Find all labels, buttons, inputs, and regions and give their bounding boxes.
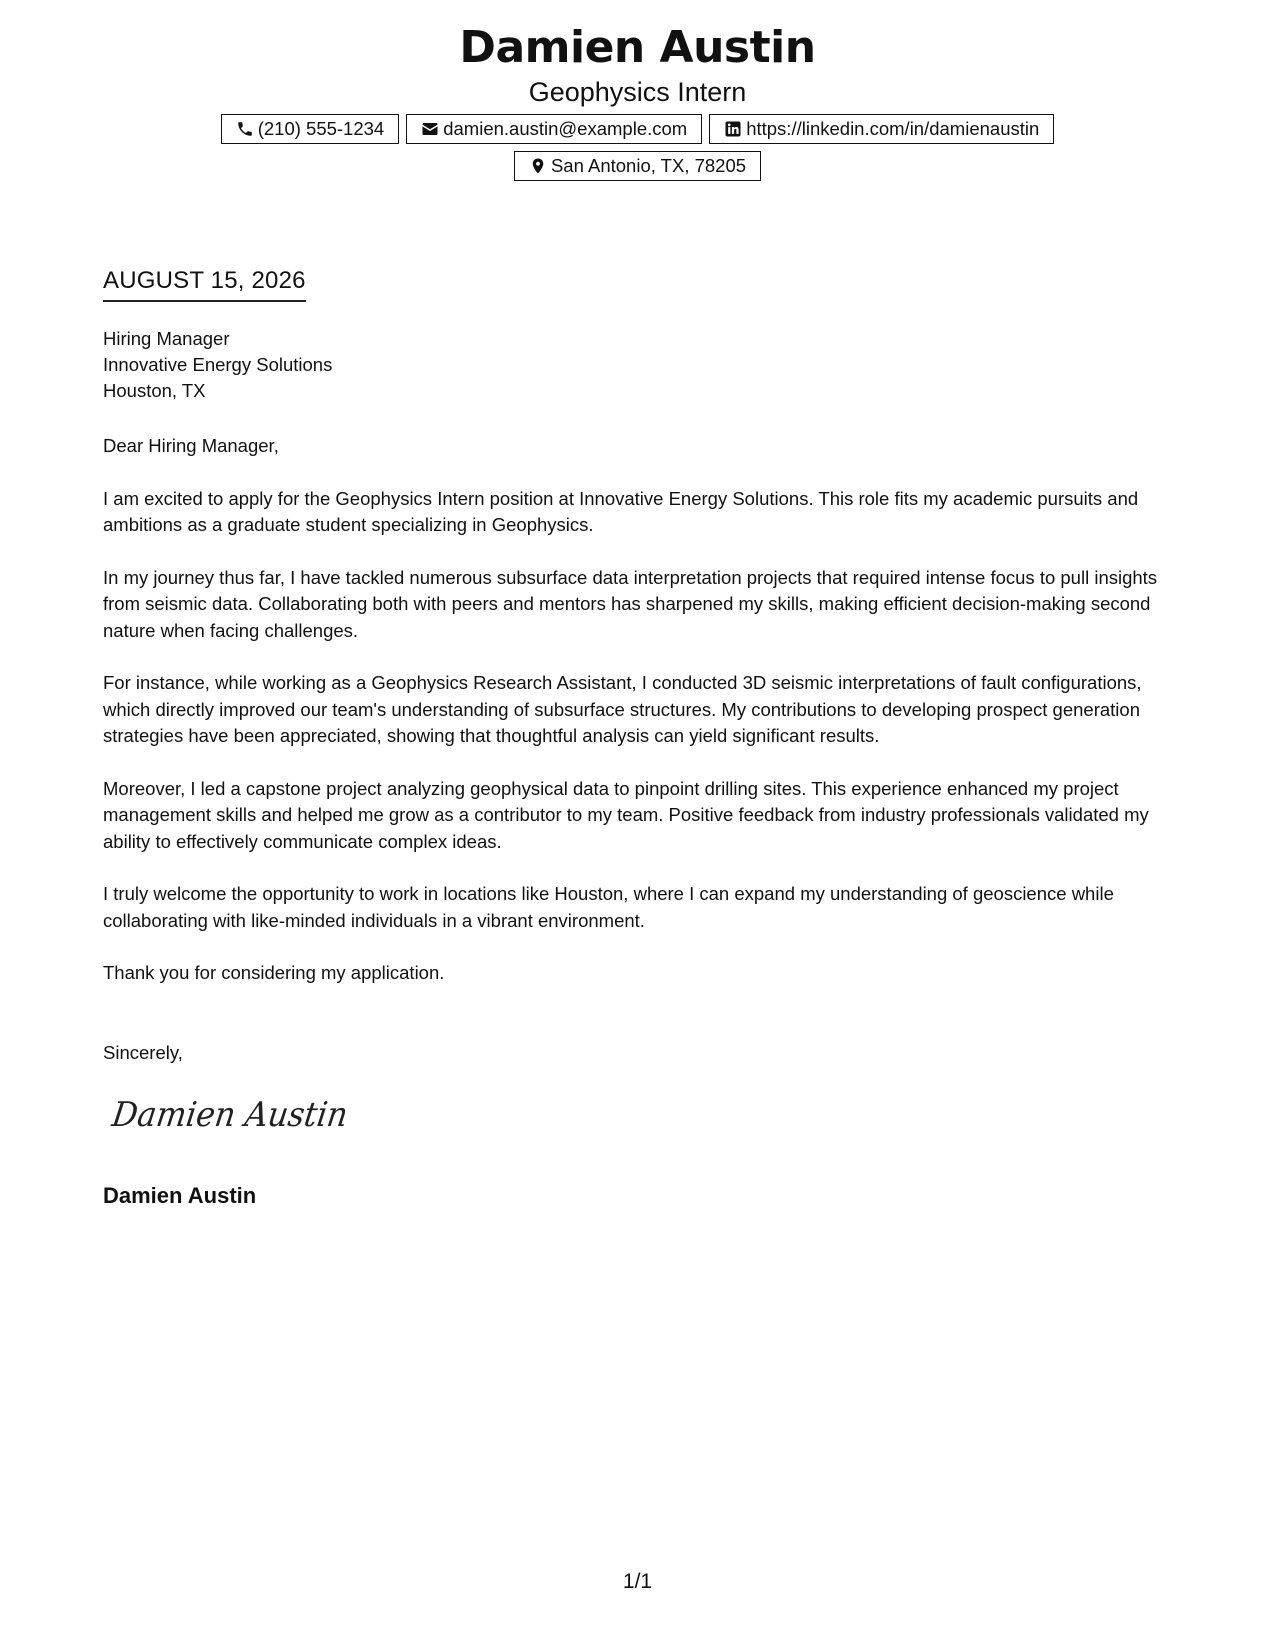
applicant-name: Damien Austin (459, 22, 816, 73)
page-number: 1/1 (622, 1570, 653, 1593)
paragraph-1: I am excited to apply for the Geophysics Intern position at Innovative Energy Solutions. This role fits my academic pursuits and ambitions as a graduate student specializing in Geophysics. (103, 487, 1139, 535)
closing: Sincerely, (103, 1042, 183, 1063)
email-contact[interactable] (406, 114, 702, 144)
recipient-block (103, 326, 332, 404)
paragraph-6: Thank you for considering my application. (103, 962, 445, 983)
recipient-location: Houston, TX (103, 380, 206, 401)
recipient-company: Innovative Energy Solutions (103, 354, 333, 375)
paragraph-4: Moreover, I led a capstone project analyzing geophysical data to pinpoint drilling sites. This experience enhanced my project management skills and helped me grow as a contributor to my team. Positive feedback from industry professionals validated my ability to effectively communicate complex ideas. (103, 777, 1149, 852)
contact-info (0, 114, 1275, 181)
linkedin-icon (724, 120, 742, 138)
linkedin-text: https://linkedin.com/in/damienaustin (746, 118, 1040, 139)
phone-contact[interactable] (221, 114, 400, 144)
contact-row-secondary (0, 151, 1275, 181)
svg-text:Damien Austin: Damien Austin (109, 1095, 353, 1135)
sender-name: Damien Austin (103, 1183, 257, 1208)
salutation: Dear Hiring Manager, (103, 435, 279, 456)
phone-text: (210) 555-1234 (257, 118, 385, 139)
paragraph-2: In my journey thus far, I have tackled numerous subsurface data interpretation projects that required intense focus to pull insights from seismic data. Collaborating both with peers and mentors has sharpened my skills, making efficient decision-making second nature when facing challenges. (103, 566, 1158, 641)
recipient-name: Hiring Manager (103, 328, 230, 349)
phone-icon (236, 120, 254, 138)
contact-row-primary (0, 114, 1275, 144)
envelope-icon (421, 120, 439, 138)
paragraph-3: For instance, while working as a Geophysics Research Assistant, I conducted 3D seismic interpretations of fault configurations, which directly improved our team's understanding of subsurface structures. My contributions to developing prospect generation strategies have been appreciated, showing that thoughtful analysis can yield significant results. (103, 672, 1142, 746)
letter-header (0, 22, 1275, 188)
linkedin-contact[interactable] (709, 114, 1054, 144)
letter-body (103, 433, 1178, 1013)
location-contact (514, 151, 761, 181)
location-text: San Antonio, TX, 78205 (550, 155, 747, 176)
paragraph-5: I truly welcome the opportunity to work in locations like Houston, where I can expand my understanding of geoscience while collaborating with like-minded individuals in a vibrant environment. (103, 883, 1114, 931)
letter-date: AUGUST 15, 2026 (103, 266, 306, 302)
handwritten-signature (108, 1090, 353, 1145)
email-text: damien.austin@example.com (443, 118, 688, 139)
applicant-title: Geophysics Intern (528, 77, 747, 107)
map-pin-icon (529, 157, 547, 175)
